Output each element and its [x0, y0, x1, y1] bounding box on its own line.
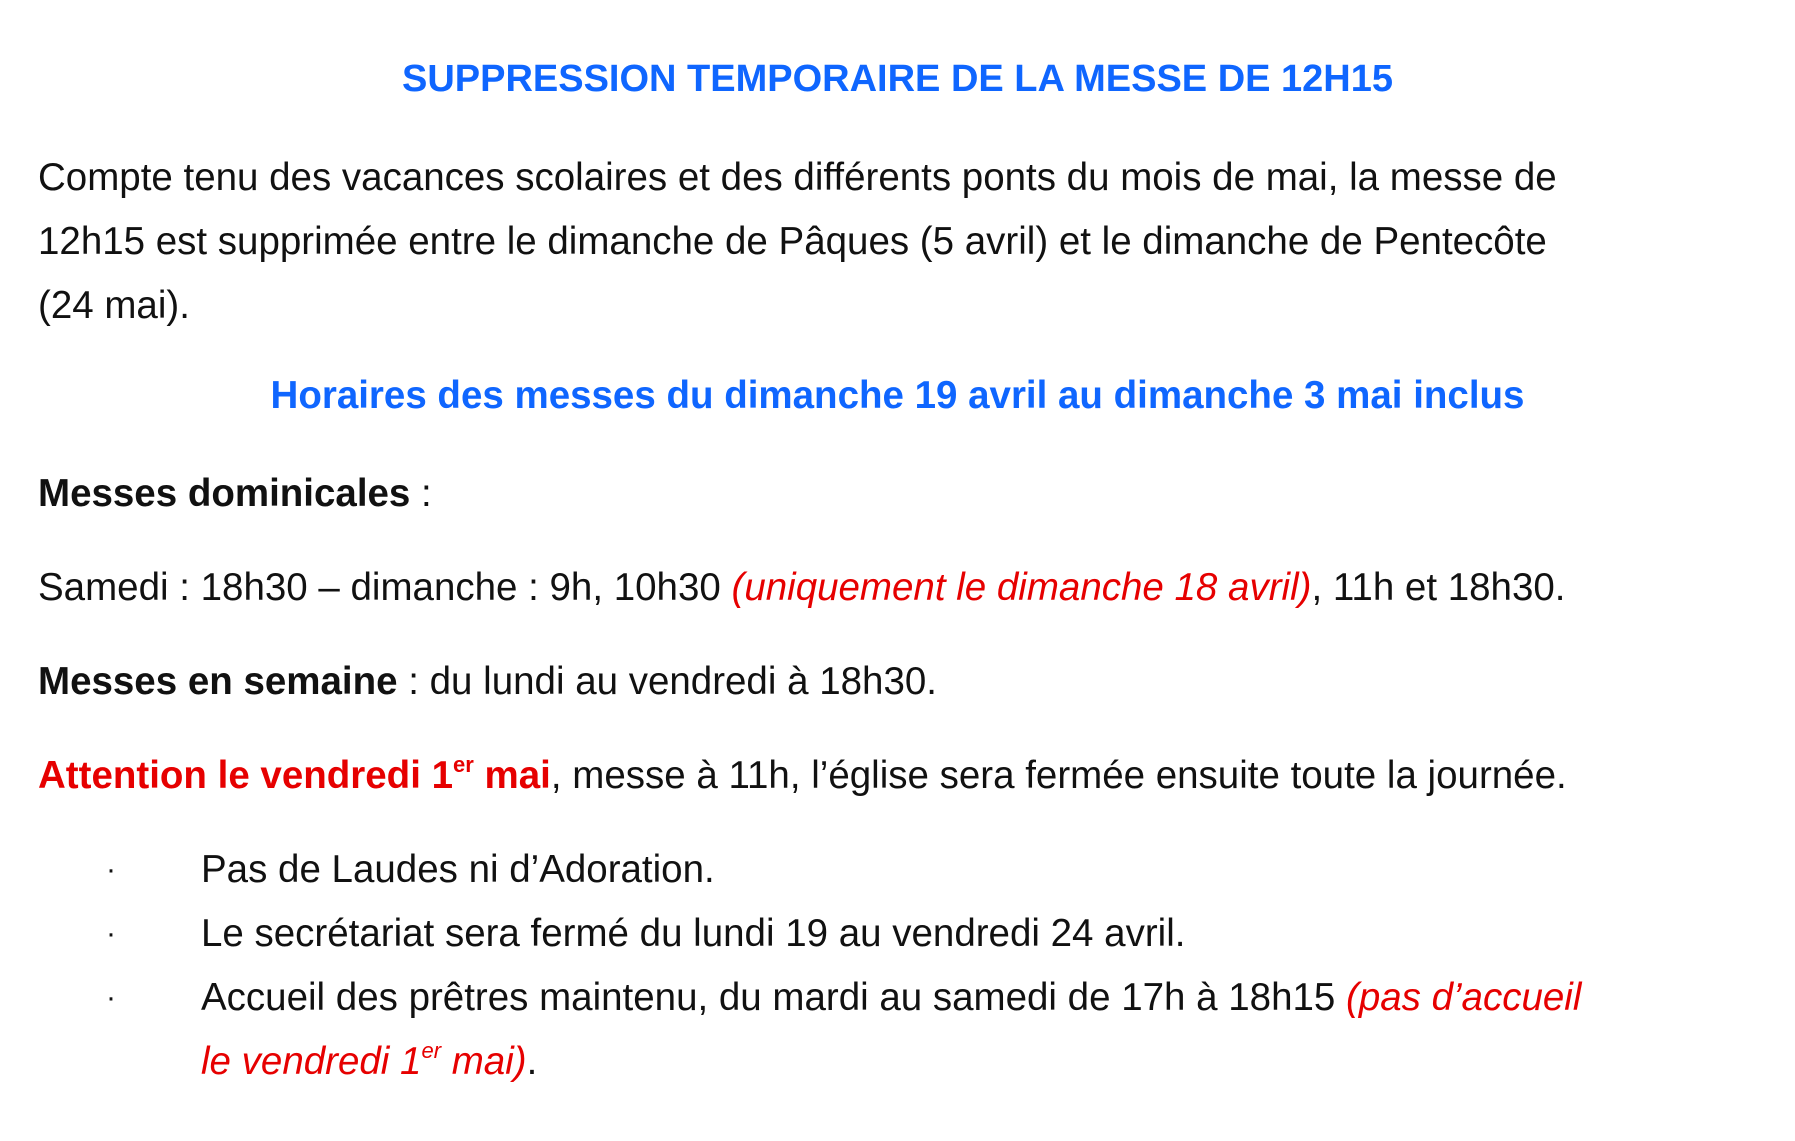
note-end: . [526, 1040, 538, 1083]
attention-text: , messe à 11h, l’église sera fermée ensuite toute la journée. [550, 754, 1567, 797]
note-line [201, 1030, 1761, 1094]
intro-line: 12h15 est supprimée entre le dimanche de Pâques (5 avril) et le dimanche de Pentecôte [38, 220, 1547, 263]
note-text: Le secrétariat sera fermé du lundi 19 au vendredi 24 avril. [201, 912, 1186, 955]
weekday-masses-line [38, 650, 1758, 714]
weekday-masses-heading: Messes en semaine [38, 660, 398, 703]
announcement-title: SUPPRESSION TEMPORAIRE DE LA MESSE DE 12H15 [401, 58, 1394, 100]
list-item [0, 966, 1761, 1094]
note-red-text: (pas d’accueil [1346, 976, 1582, 1019]
intro-line: Compte tenu des vacances scolaires et des différents ponts du mois de mai, la messe de [38, 156, 1557, 199]
sunday-times-text: Samedi : 18h30 – dimanche : 9h, 10h30 [38, 566, 732, 609]
bullet-icon: · [106, 853, 116, 886]
sunday-masses-heading-line [38, 462, 1758, 526]
note-text: Pas de Laudes ni d’Adoration. [201, 848, 715, 891]
sunday-masses-colon: : [410, 472, 432, 515]
attention-label-prefix: Attention le vendredi 1 [38, 754, 454, 797]
note-red-suffix: mai) [441, 1040, 527, 1083]
list-item [0, 838, 1761, 902]
sunday-masses-times [38, 556, 1758, 620]
weekday-masses-text: : du lundi au vendredi à 18h30. [397, 660, 937, 703]
sunday-times-suffix: , 11h et 18h30. [1311, 566, 1566, 609]
intro-line: (24 mai). [38, 284, 190, 327]
attention-label [38, 754, 551, 797]
schedule-subtitle: Horaires des messes du dimanche 19 avril au dimanche 3 mai inclus [270, 374, 1525, 417]
note-line [201, 966, 1761, 1030]
note-red-prefix: le vendredi 1 [201, 1040, 422, 1083]
bullet-icon: · [106, 981, 116, 1014]
note-red-text [201, 1040, 527, 1083]
attention-label-sup: er [453, 752, 474, 777]
sunday-masses-heading: Messes dominicales [38, 472, 411, 515]
intro-paragraph [38, 146, 1758, 338]
note-red-sup: er [421, 1038, 442, 1063]
attention-line [38, 744, 1758, 808]
notes-list [0, 838, 1795, 1094]
attention-label-suffix: mai [473, 754, 551, 797]
bullet-icon: · [106, 917, 116, 950]
sunday-times-note: (uniquement le dimanche 18 avril) [731, 566, 1312, 609]
list-item [0, 902, 1761, 966]
note-text: Accueil des prêtres maintenu, du mardi au samedi de 17h à 18h15 [201, 976, 1346, 1019]
